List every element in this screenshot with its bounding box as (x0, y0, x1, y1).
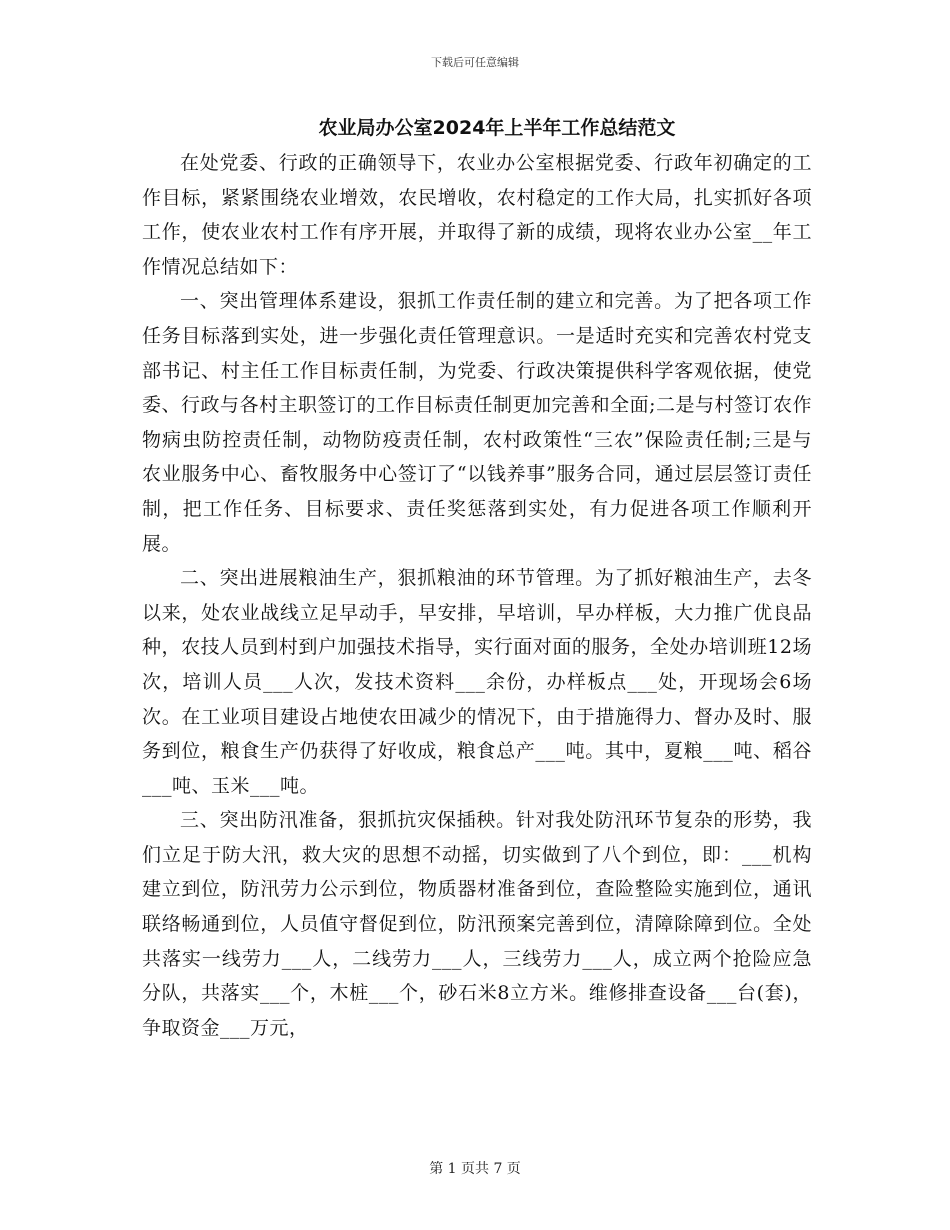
header-note: 下载后可任意编辑 (431, 56, 519, 69)
document-title: 农业局办公室2024年上半年工作总结范文 (318, 117, 676, 139)
document-body (142, 110, 812, 1045)
page-header (0, 54, 950, 70)
paragraph-intro: 在处党委、行政的正确领导下，农业办公室根据党委、行政年初确定的工作目标，紧紧围绕农业增效，农民增收，农村稳定的工作大局，扎实抓好各项工作，使农业农村工作有序开展，并取得了新的成绩，现将农业办公室__年工作情况总结如下： (142, 152, 812, 278)
page-number: 第 1 页共 7 页 (429, 1161, 521, 1177)
paragraph-section-1: 一、突出管理体系建设，狠抓工作责任制的建立和完善。为了把各项工作任务目标落到实处，进一步强化责任管理意识。一是适时充实和完善农村党支部书记、村主任工作目标责任制，为党委、行政决策提供科学客观依据，使党委、行政与各村主职签订的工作目标责任制更加完善和全面;二是与村签订农作物病虫防控责任制，动物防疫责任制，农村政策性“三农”保险责任制;三是与农业服务中心、畜牧服务中心签订了“以钱养事”服务合同，通过层层签订责任制，把工作任务、目标要求、责任奖惩落到实处，有力促进各项工作顺利开展。 (142, 290, 812, 555)
paragraph-section-3: 三、突出防汛准备，狠抓抗灾保插秧。针对我处防汛环节复杂的形势，我们立足于防大汛，救大灾的思想不动摇，切实做到了八个到位，即：___机构建立到位，防汛劳力公示到位，物质器材准备到位，查险整险实施到位，通讯联络畅通到位，人员值守督促到位，防汛预案完善到位，清障除障到位。全处共落实一线劳力___人，二线劳力___人，三线劳力___人，成立两个抢险应急分队，共落实___个，木桩___个，砂石米8立方米。维修排查设备___台(套)，争取资金___万元， (142, 809, 812, 1039)
page-footer (0, 1158, 950, 1178)
paragraph-section-2: 二、突出进展粮油生产，狠抓粮油的环节管理。为了抓好粮油生产，去冬以来，处农业战线立足早动手，早安排，早培训，早办样板，大力推广优良品种，农技人员到村到户加强技术指导，实行面对面的服务，全处办培训班12场次，培训人员___人次，发技术资料___余份，办样板点___处，开现场会6场次。在工业项目建设占地使农田减少的情况下，由于措施得力、督办及时、服务到位，粮食生产仍获得了好收成，粮食总产___吨。其中，夏粮___吨、稻谷___吨、玉米___吨。 (142, 567, 812, 797)
